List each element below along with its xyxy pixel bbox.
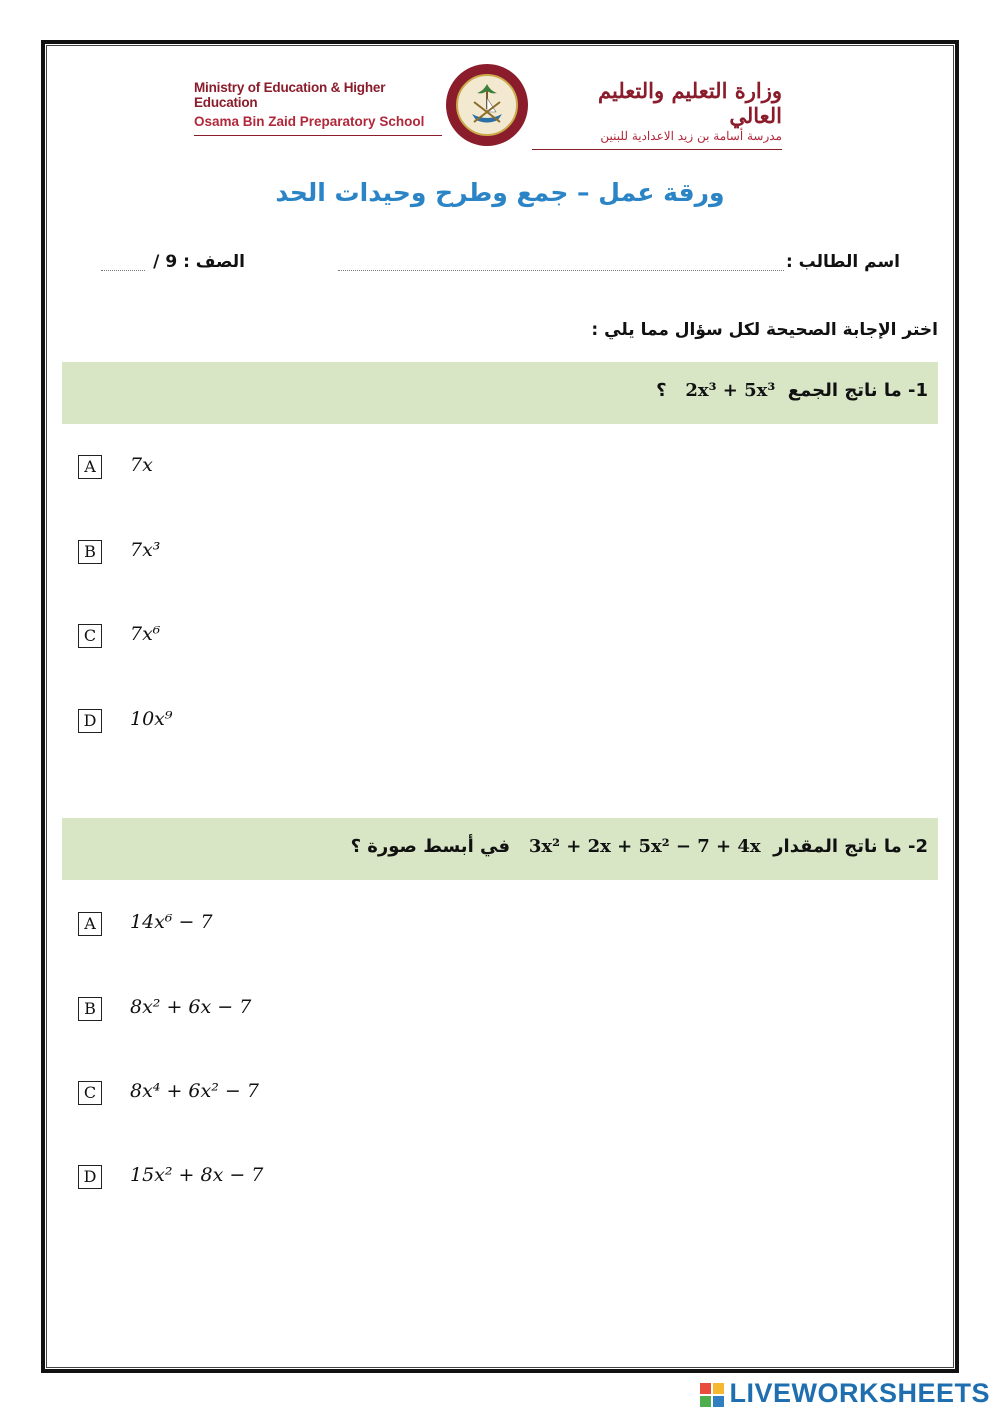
question-1-text — [656, 380, 928, 401]
option-expression: 8x⁴ + 6x² − 7 — [130, 1080, 259, 1102]
header-rule-right — [532, 149, 782, 150]
question-2-bar — [62, 818, 938, 880]
worksheet-title: ورقة عمل – جمع وطرح وحيدات الحد — [275, 178, 725, 207]
option-expression: 10x⁹ — [130, 708, 173, 730]
school-name-ar: مدرسة أسامة بن زيد الاعدادية للبنين — [600, 129, 782, 143]
liveworksheets-logo-icon — [700, 1383, 724, 1407]
student-name-label: اسم الطالب : — [785, 252, 900, 272]
question-2-expression: 3x² + 2x + 5x² − 7 + 4x — [528, 836, 761, 857]
option-letter[interactable]: A — [78, 455, 102, 479]
option-expression: 8x² + 6x − 7 — [130, 996, 252, 1018]
option-expression: 7x — [130, 454, 153, 476]
question-1-prefix: 1- ما ناتج الجمع — [787, 380, 928, 401]
header-arabic — [562, 78, 782, 150]
option-expression: 14x⁶ − 7 — [130, 911, 213, 933]
option-letter[interactable]: B — [78, 540, 102, 564]
ministry-name-ar: وزارة التعليم والتعليم العالي — [598, 78, 782, 128]
grade-label: الصف : 9 / — [153, 252, 245, 272]
option-expression: 7x³ — [130, 539, 161, 561]
option-expression: 15x² + 8x − 7 — [130, 1164, 264, 1186]
question-2-text — [351, 836, 928, 857]
qatar-emblem-icon — [444, 62, 530, 148]
option-letter[interactable]: D — [78, 709, 102, 733]
question-1-suffix: ؟ — [656, 380, 667, 401]
student-name-field[interactable] — [338, 270, 784, 271]
question-2-prefix: 2- ما ناتج المقدار — [773, 836, 928, 857]
option-letter[interactable]: C — [78, 1081, 102, 1105]
ministry-name-en: Ministry of Education & Higher Education — [194, 80, 386, 110]
option-letter[interactable]: C — [78, 624, 102, 648]
option-letter[interactable]: A — [78, 912, 102, 936]
question-1-bar — [62, 362, 938, 424]
header-rule-left — [194, 135, 442, 136]
instruction-text: اختر الإجابة الصحيحة لكل سؤال مما يلي : — [591, 320, 938, 340]
question-2-suffix: في أبسط صورة ؟ — [350, 836, 511, 857]
question-1-expression: 2x³ + 5x³ — [685, 380, 776, 401]
header-english — [194, 80, 442, 136]
option-letter[interactable]: B — [78, 997, 102, 1021]
school-name-en: Osama Bin Zaid Preparatory School — [194, 114, 425, 129]
liveworksheets-brand[interactable]: LIVEWORKSHEETS — [729, 1378, 990, 1408]
option-letter[interactable]: D — [78, 1165, 102, 1189]
option-expression: 7x⁶ — [130, 623, 161, 645]
grade-section-field[interactable] — [101, 270, 145, 271]
